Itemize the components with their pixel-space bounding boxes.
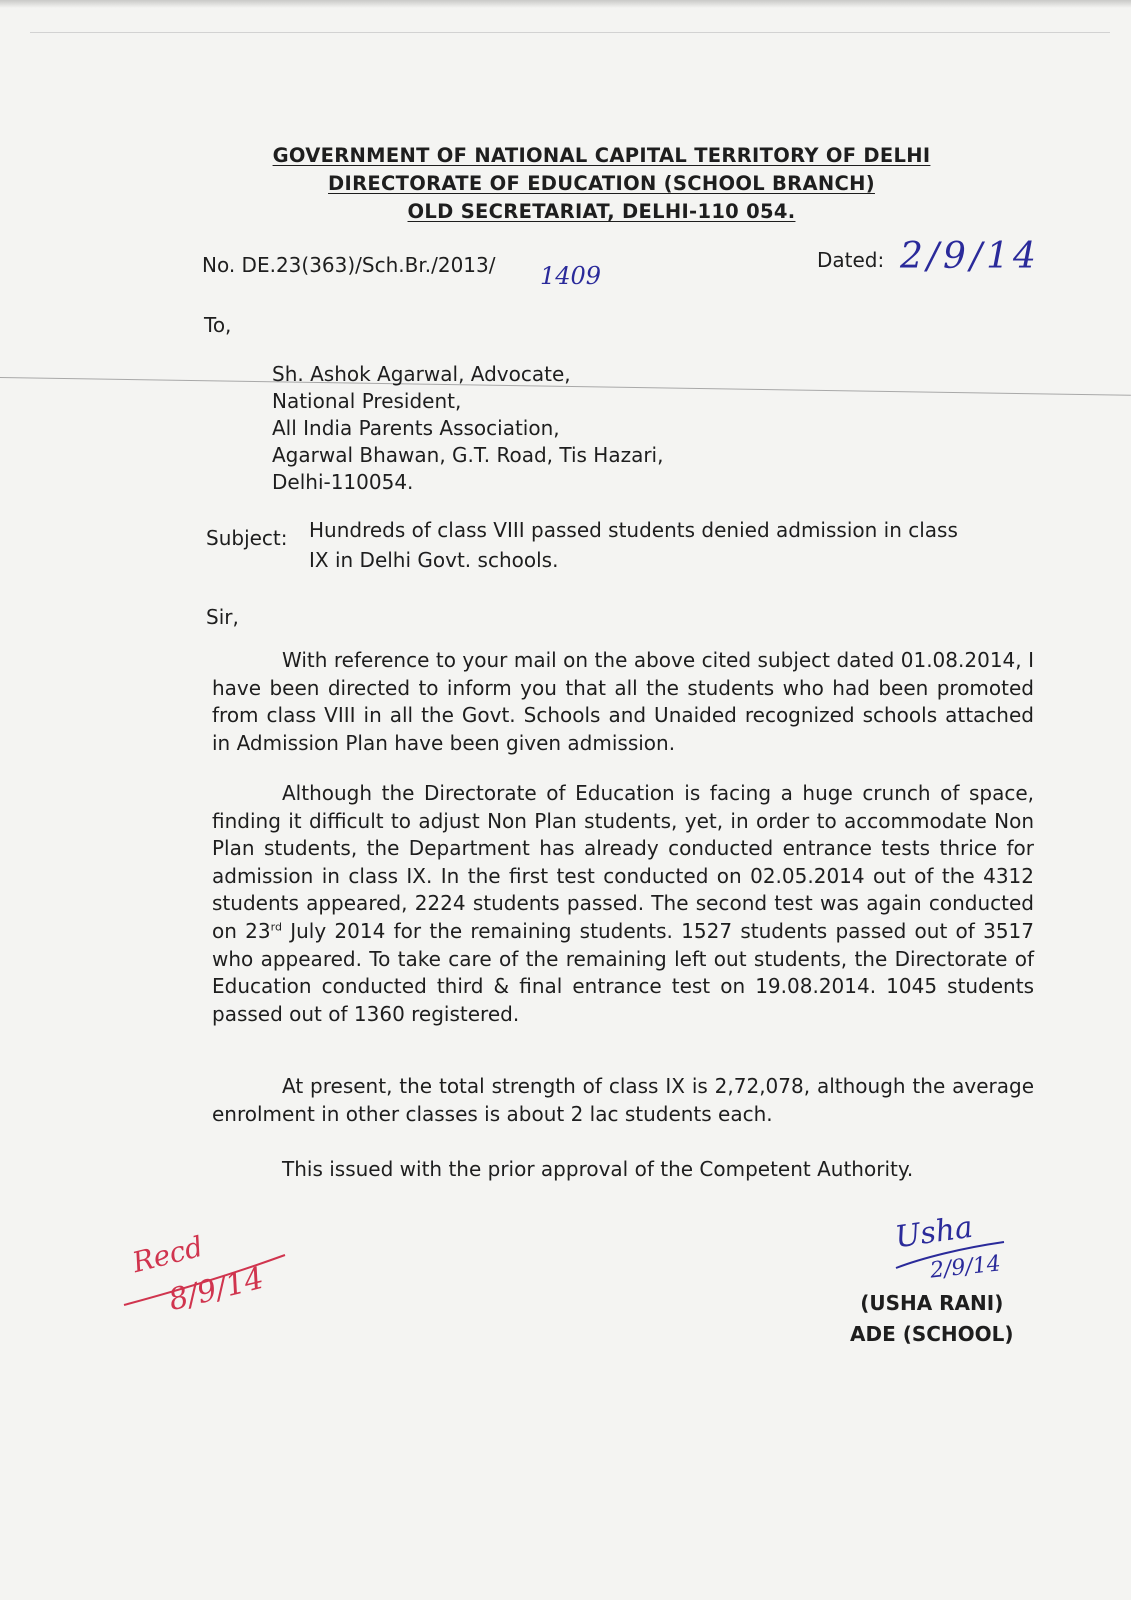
received-note-date: 8/9/14 <box>165 1260 268 1319</box>
address-line: All India Parents Association, <box>272 416 560 440</box>
subject-label: Subject: <box>206 526 288 550</box>
signature-date: 2/9/14 <box>928 1251 1002 1284</box>
subject-line-2: IX in Delhi Govt. schools. <box>309 548 559 572</box>
salutation: Sir, <box>206 605 239 629</box>
letterhead-line-2: DIRECTORATE OF EDUCATION (SCHOOL BRANCH) <box>328 172 875 195</box>
signatory-name: (USHA RANI) <box>860 1291 1004 1315</box>
to-label: To, <box>204 313 232 337</box>
body-paragraph-3: At present, the total strength of class IX is 2,72,078, although the average enrolment in other classes is about 2 lac students each. <box>212 1074 1034 1126</box>
body-paragraph-2: Although the Directorate of Education is facing a huge crunch of space, finding it difficult to adjust Non Plan students, yet, in order to accommodate Non Plan students, the Department has already conducted entrance tests thrice for admission in class IX. In the first test conducted on 02.05.2014 out of the 4312 students appeared, 2224 students passed. The second test was again conducted on 23rd July 2014 for the remaining students. 1527 students passed out of 3517 who appeared. To take care of the remaining left out students, the Directorate of Education conducted third & final entrance test on 19.08.2014. 1045 students passed out of 1360 registered. <box>212 781 1034 1026</box>
reference-number-handwritten: 1409 <box>540 262 602 290</box>
address-line: Delhi-110054. <box>272 470 414 494</box>
letterhead-line-1: GOVERNMENT OF NATIONAL CAPITAL TERRITORY OF DELHI <box>272 144 931 167</box>
signatory-designation: ADE (SCHOOL) <box>850 1322 1014 1346</box>
dated-handwritten: 2/9/14 <box>900 236 1040 277</box>
body-paragraph-4: This issued with the prior approval of the Competent Authority. <box>282 1157 914 1181</box>
body-paragraph-1: With reference to your mail on the above cited subject dated 01.08.2014, I have been directed to inform you that all the students who had been promoted from class VIII in all the Govt. Schools and Unaided recognized schools attached in Admission Plan have been given admission. <box>212 648 1034 755</box>
received-note-underline <box>120 1250 290 1310</box>
address-line: Sh. Ashok Agarwal, Advocate, <box>272 362 571 386</box>
address-line: Agarwal Bhawan, G.T. Road, Tis Hazari, <box>272 443 664 467</box>
fold-line-top <box>30 32 1110 33</box>
subject-line-1: Hundreds of class VIII passed students denied admission in class <box>309 518 958 542</box>
signature-mark: Usha <box>892 1209 975 1256</box>
reference-number: No. DE.23(363)/Sch.Br./2013/ <box>202 253 496 277</box>
received-note-word: Recd <box>129 1229 207 1280</box>
letterhead-line-3: OLD SECRETARIAT, DELHI-110 054. <box>407 200 796 223</box>
signatory-block <box>850 1288 1014 1350</box>
scan-edge <box>0 0 1131 8</box>
address-line: National President, <box>272 389 462 413</box>
dated-label: Dated: <box>817 248 885 272</box>
